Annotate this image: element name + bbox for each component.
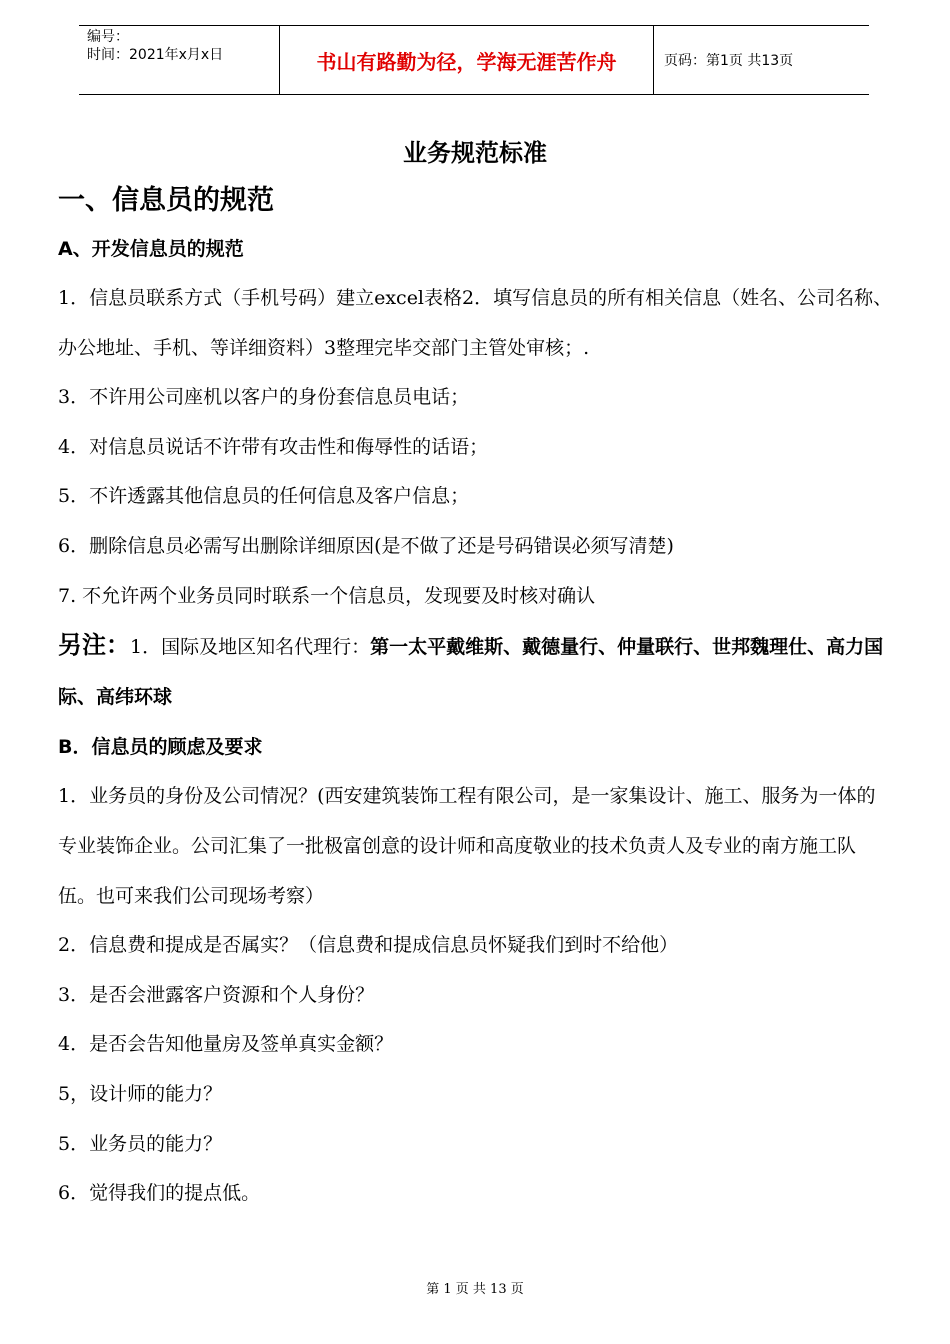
note-label: 另注： — [58, 631, 130, 660]
list-item: 4．对信息员说话不许带有攻击性和侮辱性的话语； — [58, 435, 489, 458]
list-item: 1．业务员的身份及公司情况？(西安建筑装饰工程有限公司，是一家集设计、施工、服务为一体的专业装饰企业。公司汇集了一批极富创意的设计师和高度敬业的技术负责人及专业的南方施工队伍。也可来我们公司现场考察） — [58, 785, 876, 907]
document-body — [58, 178, 893, 1219]
subsection-b-heading: B．信息员的顾虑及要求 — [58, 736, 263, 759]
header-page-info: 页码：第1页 共13页 — [664, 53, 794, 69]
section-heading: 一、信息员的规范 — [58, 185, 274, 216]
header-left-cell — [79, 26, 280, 94]
note-text: 1．国际及地区知名代理行： — [130, 636, 371, 659]
list-item: 6．删除信息员必需写出删除详细原因(是不做了还是号码错误必须写清楚) — [58, 534, 674, 557]
document-number-label: 编号： — [87, 29, 129, 45]
list-item: 5，设计师的能力？ — [58, 1082, 223, 1105]
page-title: 业务规范标准 — [403, 139, 547, 167]
list-item: 5．业务员的能力？ — [58, 1132, 223, 1155]
list-item: 6．觉得我们的提点低。 — [58, 1182, 261, 1205]
document-header — [79, 25, 869, 95]
list-item: 3．不许用公司座机以客户的身份套信息员电话； — [58, 386, 470, 409]
document-time: 时间：2021年x月x日 — [87, 47, 224, 63]
note-agencies: 第一太平戴维斯、戴德量行、仲量联行、世邦魏理仕、高力国际、高纬环球 — [58, 636, 884, 708]
header-motto: 书山有路勤为径，学海无涯苦作舟 — [280, 26, 654, 94]
list-item: 5．不许透露其他信息员的任何信息及客户信息； — [58, 485, 470, 508]
list-item: 7. 不允许两个业务员同时联系一个信息员，发现要及时核对确认 — [58, 584, 596, 607]
list-item: 3．是否会泄露客户资源和个人身份？ — [58, 983, 375, 1006]
page-footer: 第 1 页 共 13 页 — [426, 1282, 524, 1297]
list-item: 4．是否会告知他量房及签单真实金额？ — [58, 1033, 394, 1056]
subsection-a-heading: A、开发信息员的规范 — [58, 238, 244, 260]
note-paragraph — [58, 621, 893, 722]
list-item: 1．信息员联系方式（手机号码）建立excel表格2．填写信息员的所有相关信息（姓名、公司名称、办公地址、手机、等详细资料）3整理完毕交部门主管处审核；. — [58, 287, 893, 359]
list-item: 2．信息费和提成是否属实？（信息费和提成信息员怀疑我们到时不给他） — [58, 934, 679, 957]
